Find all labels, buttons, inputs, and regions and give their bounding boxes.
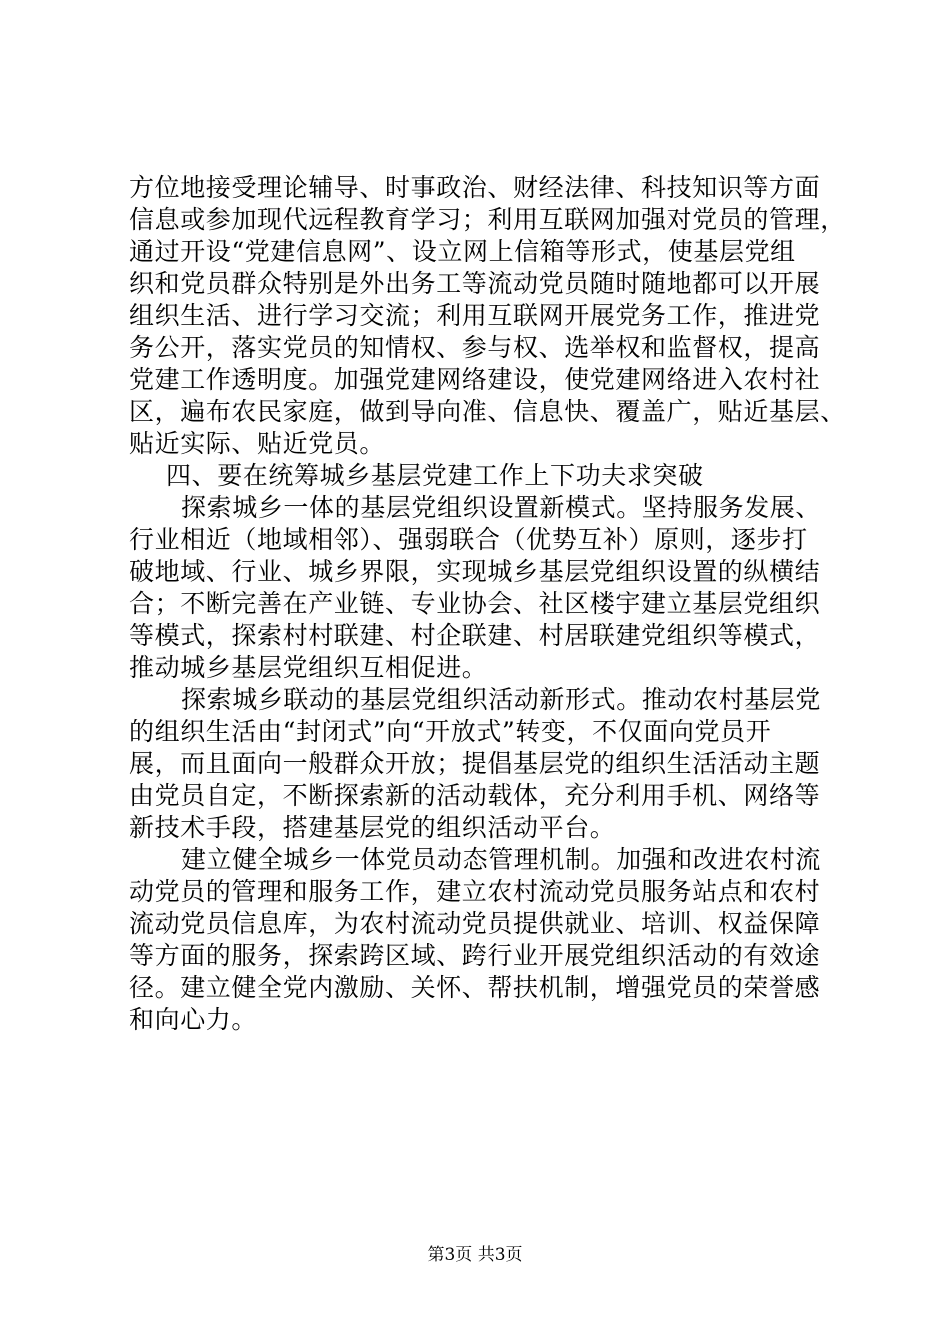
- document-body: [129, 172, 846, 1036]
- text-line: 径。建立健全党内激励、关怀、帮扶机制，增强党员的荣誉感: [129, 973, 821, 1002]
- section-heading: 四、要在统筹城乡基层党建工作上下功夫求突破: [166, 461, 704, 490]
- page-number-footer: 第3页 共3页: [427, 1245, 523, 1265]
- paragraph-start-line: 建立健全城乡一体党员动态管理机制。加强和改进农村流: [181, 845, 822, 874]
- text-line: 动党员的管理和服务工作，建立农村流动党员服务站点和农村: [129, 877, 821, 906]
- paragraph-start-line: 探索城乡联动的基层党组织活动新形式。推动农村基层党: [181, 685, 822, 714]
- text-line: 由党员自定，不断探索新的活动载体，充分利用手机、网络等: [129, 781, 821, 810]
- text-line: 新技术手段，搭建基层党的组织活动平台。: [129, 813, 616, 842]
- text-line: 区，遍布农民家庭，做到导向准、信息快、覆盖广，贴近基层、: [129, 397, 846, 426]
- text-line: 党建工作透明度。加强党建网络建设，使党建网络进入农村社: [129, 365, 821, 394]
- text-line: 等方面的服务，探索跨区域、跨行业开展党组织活动的有效途: [129, 941, 821, 970]
- text-line: 推动城乡基层党组织互相促进。: [129, 653, 488, 682]
- text-line: 展，而且面向一般群众开放；提倡基层党的组织生活活动主题: [129, 749, 821, 778]
- text-line: 信息或参加现代远程教育学习；利用互联网加强对党员的管理，: [129, 205, 846, 234]
- paragraph-start-line: 探索城乡一体的基层党组织设置新模式。坚持服务发展、: [181, 493, 822, 522]
- text-line: 组织生活、进行学习交流；利用互联网开展党务工作，推进党: [129, 301, 821, 330]
- text-line: 织和党员群众特别是外出务工等流动党员随时随地都可以开展: [129, 269, 821, 298]
- text-line: 合；不断完善在产业链、专业协会、社区楼宇建立基层党组织: [129, 589, 821, 618]
- text-line: 和向心力。: [129, 1005, 258, 1034]
- text-line: 破地域、行业、城乡界限，实现城乡基层党组织设置的纵横结: [129, 557, 821, 586]
- text-line: 等模式，探索村村联建、村企联建、村居联建党组织等模式，: [129, 621, 821, 650]
- text-line: 务公开，落实党员的知情权、参与权、选举权和监督权，提高: [129, 333, 821, 362]
- text-line: 通过开设“党建信息网”、设立网上信箱等形式，使基层党组: [129, 237, 796, 266]
- text-line: 方位地接受理论辅导、时事政治、财经法律、科技知识等方面: [129, 173, 821, 202]
- text-line: 流动党员信息库，为农村流动党员提供就业、培训、权益保障: [129, 909, 821, 938]
- text-line: 的组织生活由“封闭式”向“开放式”转变，不仅面向党员开: [129, 717, 772, 746]
- text-line: 行业相近（地域相邻）、强弱联合（优势互补）原则，逐步打: [129, 525, 808, 554]
- text-line: 贴近实际、贴近党员。: [129, 429, 386, 458]
